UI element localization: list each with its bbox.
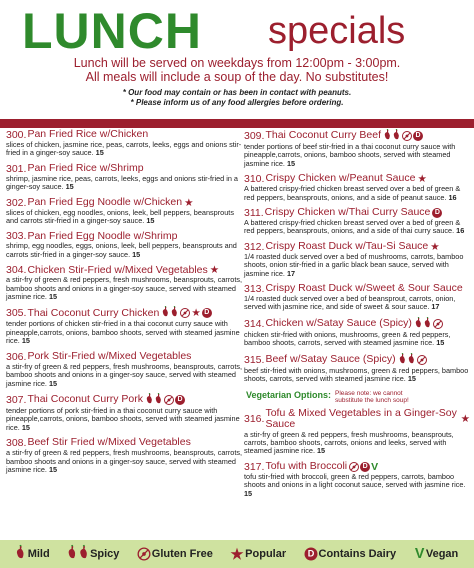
menu-item-name: Beef Stir Fried w/Mixed Vegetables	[27, 436, 191, 449]
menu-item-number: 314.	[244, 317, 265, 330]
menu-item	[244, 317, 470, 348]
menu-item-description-text: tender portions of chicken stir-fried in a thai coconut curry sauce with pineapple,carrots, onions, bamboo shoots, served with steamed jasmine rice.	[6, 319, 240, 346]
menu-item-price: 17	[431, 302, 440, 312]
mild-icon	[14, 545, 26, 563]
popular-star-icon: ★	[230, 546, 244, 563]
menu-item-description-text: slices of chicken, jasmine rice, peas, carrots, leeks, eggs and onions stir-fried in a ginger-soy sauce.	[6, 140, 242, 158]
legend-item-popular	[232, 548, 286, 561]
menu-item	[244, 408, 470, 456]
chili-pepper-icon	[398, 353, 407, 364]
menu-item-description	[244, 473, 470, 498]
allergy-warning: * Please inform us of any food allergies before ordering.	[130, 98, 344, 107]
menu-item-name: Thai Coconut Curry Pork	[27, 393, 143, 406]
menu-item-price: 15	[286, 158, 296, 168]
icon-legend	[0, 540, 474, 568]
menu-item	[6, 393, 246, 432]
menu-item-description	[6, 363, 246, 388]
wheat-slash-icon	[350, 463, 358, 471]
popular-star-icon: ★	[184, 196, 194, 209]
menu-item	[244, 353, 470, 384]
contains-dairy-icon: D	[304, 548, 317, 561]
chili-pepper-icon	[78, 545, 90, 559]
contains-dairy-icon: D	[432, 208, 442, 218]
menu-item-title	[244, 408, 470, 431]
menu-item-description	[6, 141, 246, 158]
legend-item-spicy	[69, 547, 119, 561]
vegetarian-note-line2: substitute the lunch soup!	[335, 396, 409, 404]
menu-item	[6, 437, 246, 474]
menu-item-name: Tofu with Broccoli	[265, 459, 348, 472]
chili-pepper-icon	[414, 317, 423, 328]
menu-item-price: 16	[448, 192, 457, 202]
menu-item-price: 15	[317, 446, 326, 456]
menu-item-name: Crispy Roast Duck w/Tau-Si Sauce	[265, 240, 429, 253]
legend-item-dairy	[306, 548, 397, 560]
menu-item-price: 15	[65, 182, 74, 192]
menu-item-price: 15	[95, 148, 104, 158]
menu-item	[244, 461, 470, 498]
menu-item-description-text: tender portions of pork stir-fried in a thai coconut curry sauce with pineapple,carrots, onions, bamboo shoots, served with steamed jasmine rice.	[6, 405, 240, 432]
legend-label: Gluten Free	[151, 548, 213, 560]
menu-item-description	[6, 320, 246, 345]
menu-item-description-text: a stir-fry of green & red peppers, fresh mushrooms, beansprouts, carrots, bamboo shoots and onions in a ginger-soy sauce, served with steamed jasmine rice.	[6, 275, 243, 302]
menu-item-name: Thai Coconut Curry Chicken	[27, 306, 160, 319]
spicy-icon	[383, 129, 401, 143]
legend-label: Popular	[245, 548, 287, 560]
menu-item-number: 310.	[244, 173, 265, 186]
menu-item-number: 308.	[6, 437, 27, 450]
header-divider	[0, 119, 474, 128]
vegan-icon: V	[414, 546, 424, 562]
menu-item	[244, 129, 470, 168]
menu-item	[244, 173, 470, 202]
chili-pepper-icon	[161, 306, 170, 317]
legend-label: Vegan	[425, 548, 459, 560]
legend-label: Spicy	[90, 548, 120, 560]
menu-item-number: 304.	[6, 264, 27, 277]
menu-item-icons	[432, 208, 442, 218]
menu-item-description-text: 1/4 roasted duck served over a bed of beansprout, carrots, onion, served with jasmine rice, and side of sweet & sour sauce.	[244, 294, 456, 312]
popular-star-icon: ★	[460, 413, 470, 425]
popular-star-icon: ★	[417, 173, 427, 186]
menu-item-description	[244, 331, 470, 348]
contains-dairy-icon: D	[413, 131, 423, 141]
vegetarian-note	[335, 390, 409, 404]
menu-item-icons	[383, 129, 423, 143]
chili-pepper-icon	[383, 129, 392, 140]
gluten-free-icon	[164, 395, 174, 405]
menu-item-description	[6, 175, 246, 192]
menu-item-name: Pork Stir-Fried w/Mixed Vegetables	[27, 349, 192, 362]
menu-item-price: 15	[146, 216, 155, 226]
vegetarian-note-line1: Please note: we cannot	[335, 389, 403, 397]
menu-item	[6, 230, 246, 259]
menu-item-price: 15	[407, 374, 416, 384]
menu-item-description-text: beef stir-fried with onions, mushrooms, green & red peppers, bamboo shoots, carrots, served with steamed jasmine rice.	[244, 365, 469, 384]
menu-item-description	[244, 143, 470, 168]
spicy-icon	[66, 545, 89, 563]
chili-pepper-icon	[423, 317, 432, 328]
menu-item	[6, 306, 246, 345]
contains-dairy-icon: D	[360, 462, 370, 472]
menu-item-name: Chicken w/Satay Sauce (Spicy)	[265, 317, 412, 330]
menu-item-description	[6, 407, 246, 432]
menu-item-name: Crispy Chicken w/Peanut Sauce	[265, 172, 416, 185]
menu-item-name: Pan Fried Rice w/Shrimp	[27, 162, 144, 175]
menu-item-description-text: A battered crispy-fried chicken breast served over a bed of green & red peppers, beansprouts, onions, and a side of thai curry sauce.	[244, 218, 461, 236]
menu-item-description-text: a stir-fry of green & red peppers, fresh mushrooms, beansprouts, carrots, bamboo shoots, carrots, onions and leeks, served with steamed jasmine rice.	[244, 429, 454, 456]
wheat-slash-icon	[434, 320, 442, 328]
menu-item-number: 301.	[6, 162, 27, 175]
menu-item-description	[244, 431, 470, 456]
menu-item-name: Chicken Stir-Fried w/Mixed Vegetables	[27, 263, 208, 276]
menu-item-price: 15	[48, 292, 58, 302]
wheat-slash-icon	[403, 132, 411, 140]
spicy-icon	[414, 317, 432, 331]
legend-label: Contains Dairy	[318, 548, 397, 560]
menu-item-name: Pan Fried Rice w/Chicken	[27, 128, 149, 141]
menu-item-price: 15	[21, 422, 30, 432]
chili-pepper-icon	[407, 353, 416, 364]
left-column	[6, 129, 246, 479]
menu-item-name: Tofu & Mixed Vegetables in a Ginger-Soy Sauce	[265, 406, 457, 430]
menu-item-number: 302.	[6, 196, 27, 209]
menu-item-number: 305.	[6, 307, 27, 320]
menu-item-description	[6, 209, 246, 226]
popular-star-icon: ★	[209, 264, 220, 277]
menu-item-title	[6, 306, 246, 320]
menu-item-icons	[414, 317, 443, 331]
menu-item-description	[244, 253, 470, 278]
menu-item-number: 316.	[244, 413, 265, 425]
right-column	[244, 129, 470, 503]
menu-item-number: 312.	[244, 240, 265, 253]
spicy-icon	[161, 306, 179, 320]
gluten-free-icon	[349, 462, 359, 472]
title-specials: specials	[268, 10, 406, 52]
legend-item-gf	[139, 548, 213, 560]
menu-item	[244, 283, 470, 312]
vegetarian-header	[246, 390, 470, 404]
menu-item-description	[6, 276, 246, 301]
menu-item-name: Crispy Chicken w/Thai Curry Sauce	[264, 206, 431, 219]
chili-pepper-icon	[14, 545, 26, 559]
menu-item-description-text: tofu stir-fried with broccoli, green & red peppers, carrots, bamboo shoots and onions in a light coconut sauce, served with jasmine rice.	[244, 471, 466, 490]
menu-item-name: Crispy Roast Duck w/Sweet & Sour Sauce	[265, 282, 463, 295]
menu-item-description	[244, 219, 470, 236]
menu-item-number: 303.	[6, 230, 27, 243]
spicy-icon	[398, 353, 416, 367]
menu-item	[6, 163, 246, 192]
menu-item-price: 15	[132, 249, 141, 259]
chili-pepper-icon	[392, 129, 401, 140]
menu-item-description-text: 1/4 roasted duck served over a bed of mushrooms, carrots, bamboo shoots, onion stir-fried in a garlic black bean sauce, served with jasmine rice.	[244, 251, 464, 278]
serving-hours: Lunch will be served on weekdays from 12:00pm - 3:00pm.	[73, 56, 401, 70]
menu-item	[6, 129, 246, 158]
soup-note: All meals will include a soup of the day. No substitutes!	[85, 70, 389, 84]
menu-item-description-text: slices of chicken, egg noodles, onions, leek, bell peppers, beansprouts and carrots stir-fried in a ginger-soy sauce.	[6, 207, 234, 226]
gluten-free-icon	[402, 131, 412, 141]
wheat-slash-icon	[181, 309, 189, 317]
wheat-slash-icon	[165, 396, 173, 404]
menu-item-title	[244, 129, 470, 143]
legend-label: Mild	[27, 548, 50, 560]
menu-item-price: 15	[48, 378, 58, 388]
peanut-warning: * Our food may contain or has been in contact with peanuts.	[122, 88, 352, 97]
gluten-free-icon	[137, 548, 150, 561]
menu-item-description	[6, 449, 246, 474]
menu-item-title	[244, 353, 470, 367]
menu-item-description-text: A battered crispy-fried chicken breast served over a bed of green & red peppers, beansprouts, onions, and a side of peanut sauce.	[244, 184, 461, 202]
contains-dairy-icon: D	[202, 308, 212, 318]
legend-item-vegan	[416, 548, 459, 560]
contains-dairy-icon: D	[175, 395, 185, 405]
menu-item-number: 309.	[244, 130, 265, 142]
menu-item-price: 16	[456, 226, 465, 236]
vegan-icon: V	[371, 460, 379, 473]
menu-item-name: Thai Coconut Curry Beef	[265, 129, 381, 142]
chili-pepper-icon	[154, 393, 163, 404]
menu-item-number: 307.	[6, 393, 27, 406]
menu-item-number: 315.	[244, 353, 265, 366]
wheat-slash-icon	[139, 549, 149, 559]
menu-item	[244, 207, 470, 236]
menu-item	[6, 197, 246, 226]
menu-item	[244, 241, 470, 278]
gluten-free-icon	[180, 308, 190, 318]
gluten-free-icon	[417, 355, 427, 365]
menu-item-name: Pan Fried Egg Noodle w/Shrimp	[27, 229, 178, 242]
menu-item-title	[6, 393, 246, 407]
menu-item-icons	[161, 306, 211, 320]
chili-pepper-icon	[66, 545, 78, 559]
menu-item-description-text: chicken stir-fried with onions, mushrooms, green & red peppers, bamboo shoots, carrots, served with steamed jasmine rice.	[244, 329, 451, 348]
menu-item-price: 15	[21, 336, 30, 346]
menu-item-number: 317.	[244, 460, 265, 473]
chili-pepper-icon	[170, 306, 179, 317]
vegetarian-heading: Vegetarian Options:	[246, 389, 332, 400]
chili-pepper-icon	[145, 393, 154, 404]
menu-header	[0, 0, 474, 58]
menu-item-number: 306.	[6, 350, 27, 363]
menu-item-icons	[145, 393, 185, 407]
menu-item-name: Beef w/Satay Sauce (Spicy)	[265, 352, 396, 365]
menu-item-icons	[461, 413, 470, 425]
menu-item-description	[244, 295, 470, 312]
menu-item-description-text: a stir-fry of green & red peppers, fresh mushrooms, beansprouts, carrots, bamboo shoots and onions in a ginger-soy sauce, served with steamed jasmine rice.	[6, 361, 243, 388]
menu-item-description-text: tender portions of beef stir-fried in a thai coconut curry sauce with pineapple,carrots, onions, bamboo shoots, served with steamed jasmine rice.	[244, 142, 456, 168]
menu-item-price: 15	[48, 464, 58, 474]
menu-item-icons	[398, 353, 427, 367]
menu-item-name: Pan Fried Egg Noodle w/Chicken	[27, 195, 183, 208]
menu-item-price: 17	[286, 268, 296, 278]
gluten-free-icon	[433, 319, 443, 329]
menu-item-description-text: a stir-fry of green & red peppers, fresh mushrooms, beansprouts, carrots, bamboo shoots and onions in a ginger-soy sauce, served with steamed jasmine rice.	[6, 448, 243, 474]
popular-star-icon: ★	[191, 307, 201, 320]
title-lunch: LUNCH	[22, 3, 202, 59]
menu-item-price: 15	[244, 488, 253, 498]
menu-item-description	[244, 185, 470, 202]
menu-item-description-text: shrimp, egg noodles, eggs, onions, leek, bell peppers, beansprouts and carrots stir-fried in a ginger-soy sauce.	[6, 241, 237, 259]
wheat-slash-icon	[418, 356, 426, 364]
menu-item-description	[244, 367, 470, 384]
menu-item-description	[6, 242, 246, 259]
menu-item-number: 311.	[244, 207, 264, 220]
popular-star-icon: ★	[430, 240, 440, 253]
menu-item-title	[244, 317, 470, 331]
menu-item-price: 15	[436, 338, 445, 348]
spicy-icon	[145, 393, 163, 407]
menu-item-number: 300.	[6, 129, 27, 141]
menu-item	[6, 264, 246, 301]
menu-item-number: 313.	[244, 283, 265, 296]
menu-item	[6, 351, 246, 388]
menu-item-description-text: shrimp, jasmine rice, peas, carrots, leeks, eggs and onions stir-fried in a ginger-soy sauce.	[6, 173, 238, 192]
legend-item-mild	[16, 547, 50, 561]
